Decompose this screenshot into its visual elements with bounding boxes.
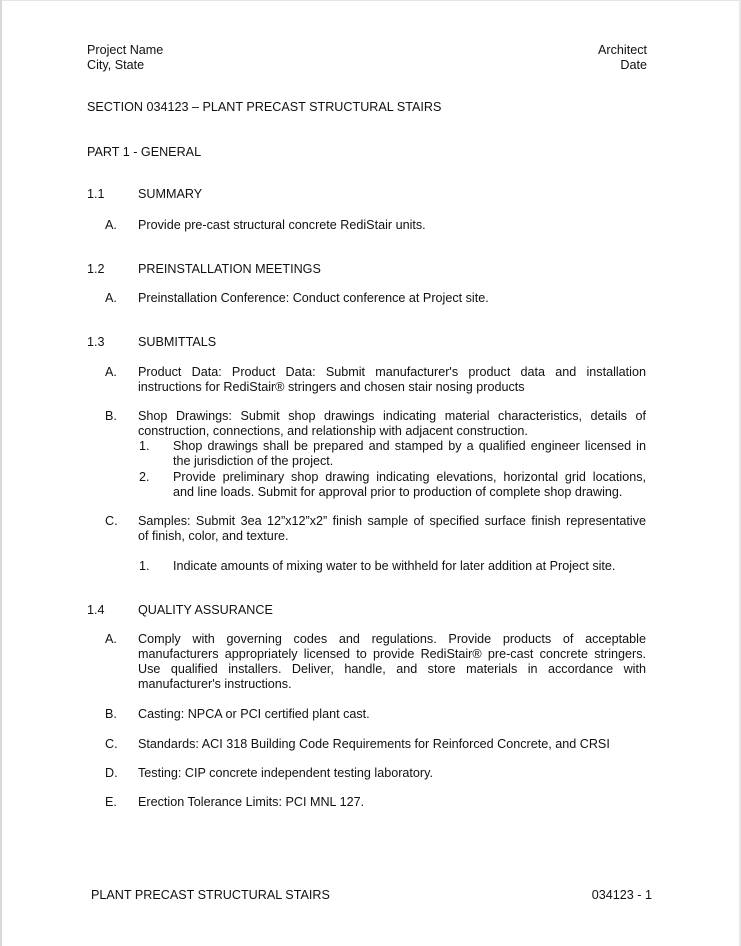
item-text (138, 365, 646, 395)
item-label: A. (105, 365, 117, 379)
section-title: SECTION 034123 – PLANT PRECAST STRUCTURAL STAIRS (87, 100, 442, 114)
text-line: Samples: Submit 3ea 12”x12”x2” finish sample of specified surface finish representative (138, 514, 646, 528)
text-line: manufacturers appropriately licensed to provide RediStair® pre-cast concrete stringers. (138, 647, 646, 661)
page-edge-left (0, 0, 2, 946)
subitem-text (173, 470, 646, 500)
text-line: construction, connections, and relationship with adjacent construction. (138, 424, 528, 438)
text-line: Product Data: Product Data: Submit manufacturer's product data and installation (138, 365, 646, 379)
item-label: C. (105, 737, 118, 751)
date: Date (620, 58, 647, 72)
article-number: 1.1 (87, 187, 105, 201)
item-label: A. (105, 291, 117, 305)
item-text (138, 766, 646, 781)
item-text (138, 291, 646, 306)
subitem-label: 1. (139, 439, 150, 453)
page-edge-top (0, 0, 741, 1)
footer-title: PLANT PRECAST STRUCTURAL STAIRS (91, 888, 330, 902)
article-title: PREINSTALLATION MEETINGS (138, 262, 321, 276)
item-text (138, 707, 646, 722)
item-label: D. (105, 766, 118, 780)
text-line: Comply with governing codes and regulations. Provide products of acceptable (138, 632, 646, 646)
item-text (138, 737, 646, 752)
part-title: PART 1 - GENERAL (87, 145, 202, 159)
text-line: Erection Tolerance Limits: PCI MNL 127. (138, 795, 365, 809)
article-number: 1.2 (87, 262, 105, 276)
item-text (138, 632, 646, 692)
project-name: Project Name (87, 43, 164, 57)
item-label: C. (105, 514, 118, 528)
subitem-text (173, 439, 646, 469)
subitem-label: 1. (139, 559, 150, 573)
item-text (138, 795, 646, 810)
text-line: Casting: NPCA or PCI certified plant cast. (138, 707, 370, 721)
article-title: SUMMARY (138, 187, 203, 201)
item-label: A. (105, 632, 117, 646)
item-label: B. (105, 707, 117, 721)
text-line: and line loads. Submit for approval prior to production of complete shop drawing. (173, 485, 623, 499)
item-label: E. (105, 795, 117, 809)
item-text (138, 409, 646, 439)
article-title: QUALITY ASSURANCE (138, 603, 273, 617)
article-title: SUBMITTALS (138, 335, 217, 349)
article-number: 1.3 (87, 335, 105, 349)
text-line: Testing: CIP concrete independent testing laboratory. (138, 766, 433, 780)
city-state: City, State (87, 58, 145, 72)
text-line: Shop drawings shall be prepared and stamped by a qualified engineer licensed in (173, 439, 646, 453)
text-line: Indicate amounts of mixing water to be withheld for later addition at Project site. (173, 559, 616, 573)
subitem-label: 2. (139, 470, 150, 484)
page-number: 034123 - 1 (591, 888, 652, 902)
text-line: instructions for RediStair® stringers and chosen stair nosing products (138, 380, 525, 394)
text-line: Provide preliminary shop drawing indicating elevations, horizontal grid locations, (173, 470, 646, 484)
item-text (138, 218, 646, 233)
architect: Architect (598, 43, 647, 57)
text-line: Shop Drawings: Submit shop drawings indicating material characteristics, details of (138, 409, 646, 423)
item-label: B. (105, 409, 117, 423)
text-line: the jurisdiction of the project. (173, 454, 334, 468)
item-label: A. (105, 218, 117, 232)
text-line: Use qualified installers. Deliver, handle, and store materials in accordance with (138, 662, 646, 676)
article-number: 1.4 (87, 603, 105, 617)
item-text (138, 514, 646, 544)
text-line: Provide pre-cast structural concrete RediStair units. (138, 218, 426, 232)
text-line: Standards: ACI 318 Building Code Requirements for Reinforced Concrete, and CRSI (138, 737, 610, 751)
text-line: manufacturer's instructions. (138, 677, 292, 691)
subitem-text (173, 559, 646, 574)
text-line: of finish, color, and texture. (138, 529, 289, 543)
text-line: Preinstallation Conference: Conduct conference at Project site. (138, 291, 489, 305)
